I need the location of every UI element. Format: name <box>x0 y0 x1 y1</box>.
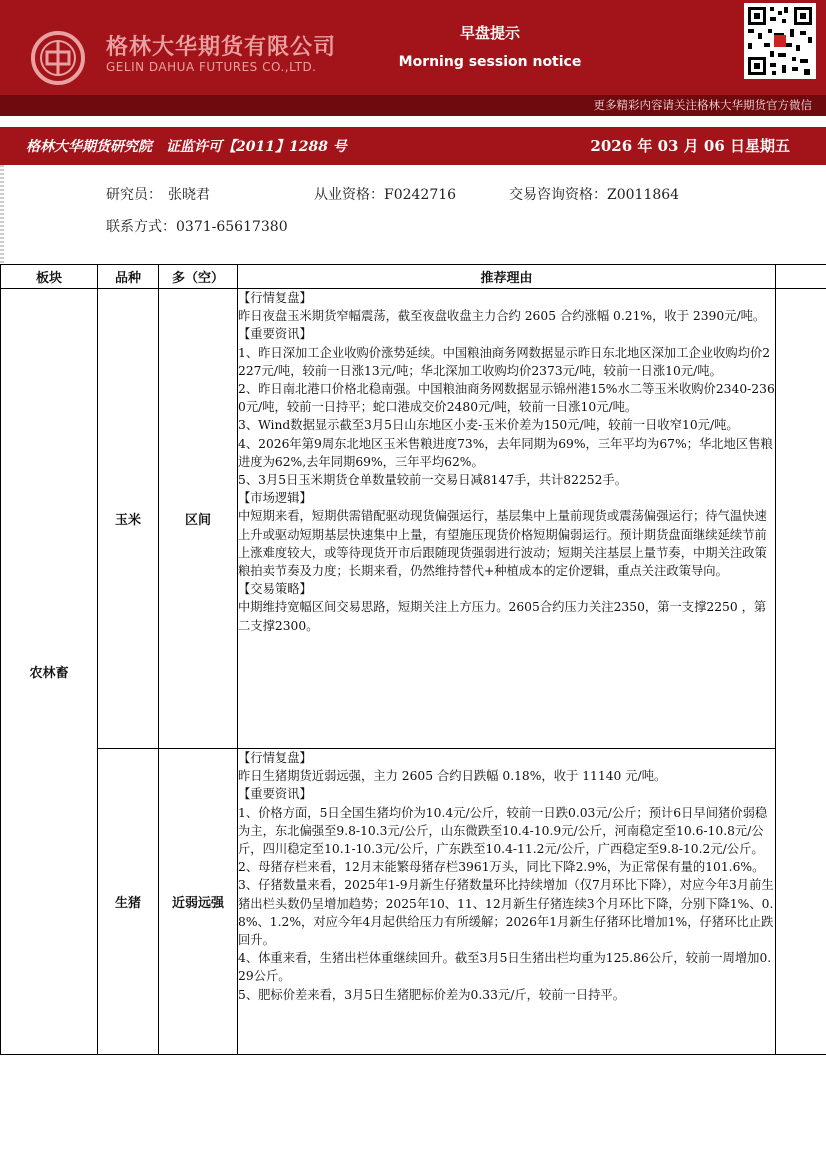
company-name-cn: 格林大华期货有限公司 <box>106 35 337 60</box>
corn-para: 【交易策略】 <box>238 582 312 597</box>
wechat-note: 更多精彩内容请关注格林大华期货官方微信 <box>593 98 812 112</box>
analyst-consult-line <box>509 184 679 204</box>
top-banner <box>0 0 826 116</box>
header-blank <box>776 265 826 289</box>
analyst-name: 张晓君 <box>168 187 210 203</box>
variety-corn: 玉米 <box>98 289 159 749</box>
table-row <box>1 749 826 1055</box>
qr-code-icon[interactable] <box>744 3 816 79</box>
hog-para: 1、价格方面，5日全国生猪均价为10.4元/公斤，较前一日跌0.03元/公斤；预计6日早间猪价弱稳为主，东北偏强至9.8-10.3元/公斤，山东微跌至10.4-10.9元/公斤，河南稳定至10.6-10.8元/公斤，四川稳定至10.1-10.3元/公斤，广东跌至10.4-11.2元/公斤，广西稳定至9.8-10.2元/公斤。 <box>238 805 768 857</box>
corn-para: 【行情复盘】 <box>238 291 312 305</box>
analyst-name-label: 研究员： <box>106 187 162 203</box>
hog-para: 【行情复盘】 <box>238 751 312 765</box>
corn-para: 中期维持宽幅区间交易思路，短期关注上方压力。2605合约压力关注2350，第一支撑2250 ，第二支撑2300。 <box>238 600 767 633</box>
table-header-row <box>1 265 826 289</box>
analyst-cert: F0242716 <box>384 187 457 203</box>
document-title: 早盘提示 <box>459 24 520 42</box>
side-decoration <box>0 165 4 265</box>
direction-hog: 近弱远强 <box>159 749 238 1055</box>
header-variety: 品种 <box>98 265 159 289</box>
analyst-consult: Z0011864 <box>607 187 680 203</box>
hog-para: 2、母猪存栏来看，12月末能繁母猪存栏3961万头，同比下降2.9%，为正常保有量的101.6%。 <box>238 860 765 875</box>
corn-para: 【重要资讯】 <box>238 327 312 342</box>
company-logo-icon <box>30 30 86 86</box>
report-date: 2026 年 03 月 06 日星期五 <box>590 137 790 155</box>
analyst-name-line <box>106 184 210 204</box>
corn-para: 3、Wind数据显示截至3月5日山东地区小麦-玉米价差为150元/吨，较前一日收窄10元/吨。 <box>238 418 739 433</box>
table-row <box>1 289 826 749</box>
analyst-contact-label: 联系方式： <box>106 219 176 235</box>
corn-para: 【市场逻辑】 <box>238 491 312 506</box>
company-name-en: GELIN DAHUA FUTURES CO.,LTD. <box>106 60 317 74</box>
corn-para: 昨日夜盘玉米期货窄幅震荡，截至夜盘收盘主力合约 2605 合约涨幅 0.21%，收于 2390元/吨。 <box>238 309 766 324</box>
direction-corn: 区间 <box>159 289 238 749</box>
hog-para: 5、肥标价差来看，3月5日生猪肥标价差为0.33元/斤，较前一日持平。 <box>238 987 626 1002</box>
reason-hog <box>238 749 776 1055</box>
hog-para: 昨日生猪期货近弱远强，主力 2605 合约日跌幅 0.18%，收于 11140 元/吨。 <box>238 769 667 784</box>
document-subtitle: Morning session notice <box>398 54 582 70</box>
recommendation-table <box>0 264 826 1055</box>
variety-hog: 生猪 <box>98 749 159 1055</box>
institute-license: 格林大华期货研究院 证监许可【2011】1288 号 <box>26 139 347 155</box>
hog-para: 4、体重来看，生猪出栏体重继续回升。截至3月5日生猪出栏均重为125.86公斤，较前一周增加0.29公斤。 <box>238 951 772 984</box>
header-reason: 推荐理由 <box>238 265 776 289</box>
analyst-contact: 0371-65617380 <box>176 219 288 235</box>
analyst-contact-line <box>106 216 288 236</box>
corn-para: 5、3月5日玉米期货仓单数量较前一交易日减8147手，共计82252手。 <box>238 473 628 488</box>
header-direction: 多（空） <box>159 265 238 289</box>
hog-para: 【重要资讯】 <box>238 787 312 802</box>
corn-para: 中短期来看，短期供需错配驱动现货偏强运行，基层集中上量前现货或震荡偏强运行；待气温快速上升或驱动短期基层快速集中上量，有望施压现货价格短期偏弱运行。预计期货盘面继续延续节前上涨难度较大，或等待现货开市后跟随现货强弱进行波动；短期关注基层上量节奏，中期关注政策粮拍卖节奏及力度；长期来看，仍然维持替代+种植成本的定价逻辑，重点关注政策导向。 <box>238 509 767 579</box>
corn-para: 1、昨日深加工企业收购价涨势延续。中国粮油商务网数据显示昨日东北地区深加工企业收购均价2227元/吨，较前一日涨13元/吨；华北深加工收购均价2373元/吨，较前一日涨10元/吨。 <box>238 345 771 378</box>
analyst-cert-line <box>314 184 456 204</box>
analyst-consult-label: 交易咨询资格： <box>509 187 607 203</box>
sector-cell: 农林畜 <box>1 289 98 1055</box>
wechat-strip <box>0 95 826 116</box>
header-sector: 板块 <box>1 265 98 289</box>
corn-para: 4、2026年第9周东北地区玉米售粮进度73%，去年同期为69%，三年平均为67%；华北地区售粮进度为62%,去年同期69%，三年平均62%。 <box>238 436 773 469</box>
blank-cell <box>776 289 826 1055</box>
analyst-cert-label: 从业资格： <box>314 187 384 203</box>
reason-corn <box>238 289 776 749</box>
hog-para: 3、仔猪数量来看，2025年1-9月新生仔猪数量环比持续增加（仅7月环比下降），对应今年3月前生猪出栏头数仍呈增加趋势；2025年10、11、12月新生仔猪连续3个月环比下降，分别下降1%、0.8%、1.2%，对应今年4月起供给压力有所缓解；2026年1月新生仔猪环比增加1%，仔猪环比止跌回升。 <box>238 878 774 948</box>
institute-bar <box>0 127 826 165</box>
corn-para: 2、昨日南北港口价格北稳南强。中国粮油商务网数据显示锦州港15%水二等玉米收购价2340-2360元/吨，较前一日持平；蛇口港成交价2480元/吨，较前一日涨10元/吨。 <box>238 382 775 415</box>
